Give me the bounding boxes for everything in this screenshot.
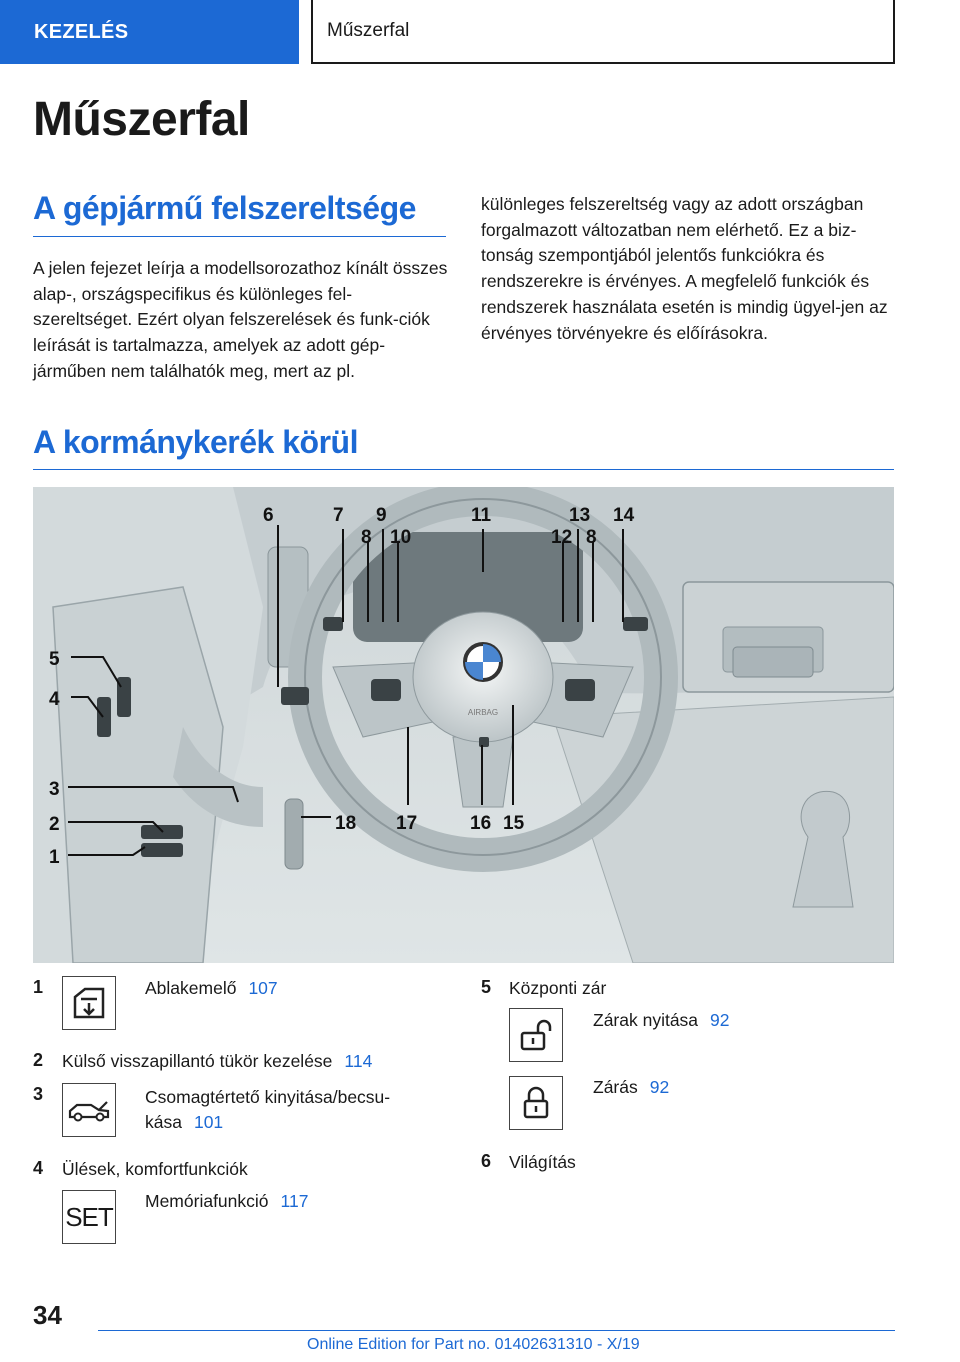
callout-12: 12 <box>551 527 573 548</box>
legend-item-unlock <box>593 1010 730 1031</box>
lock-icon <box>509 1076 563 1130</box>
cockpit-illustration <box>33 487 894 963</box>
page-number: 34 <box>33 1300 62 1330</box>
callout-15: 15 <box>503 813 525 834</box>
set-icon <box>62 1190 116 1244</box>
footer-rule <box>98 1330 895 1331</box>
legend-label-line2: kása <box>145 1112 182 1132</box>
callout-3: 3 <box>49 779 60 800</box>
callout-6: 6 <box>263 505 274 526</box>
callout-11: 11 <box>471 505 492 526</box>
callout-13: 13 <box>569 505 591 526</box>
callout-5: 5 <box>49 649 60 670</box>
callout-16: 16 <box>470 813 492 834</box>
page-ref-link[interactable]: 114 <box>344 1051 373 1071</box>
unlock-icon <box>509 1008 563 1062</box>
section-rule <box>33 236 446 237</box>
page-title: Műszerfal <box>33 93 250 146</box>
legend-item-seats: Ülések, komfortfunkciók <box>62 1159 248 1179</box>
legend-item-memory <box>145 1191 308 1212</box>
legend-num-1: 1 <box>33 977 44 997</box>
page-ref-link[interactable]: 92 <box>649 1077 670 1097</box>
airbag-label: AIRBAG <box>467 708 499 717</box>
legend-item-trunk <box>145 1085 390 1135</box>
legend-label: Memóriafunkció <box>145 1191 269 1211</box>
legend-item-central-lock: Központi zár <box>509 978 607 998</box>
legend-item-lock <box>593 1077 669 1098</box>
callout-9: 9 <box>376 505 387 526</box>
page-ref-link[interactable]: 101 <box>193 1112 224 1132</box>
legend-item-window-lift <box>145 978 278 999</box>
page-ref-link[interactable]: 117 <box>280 1191 309 1211</box>
legend-num-6: 6 <box>481 1151 492 1171</box>
legend-num-5: 5 <box>481 977 492 997</box>
callout-8-right: 8 <box>586 527 597 548</box>
car-trunk-icon <box>62 1083 116 1137</box>
callout-7: 7 <box>333 505 344 526</box>
callout-8-left: 8 <box>361 527 372 548</box>
page-ref-link[interactable]: 92 <box>710 1010 730 1030</box>
legend-label: Ablakemelő <box>145 978 237 998</box>
body-paragraph-left: A jelen fejezet leírja a modellsorozathoz kínált összes alap-, országspecifikus és különleges fel-szereltséget. Ezért olyan felszerelések és funk-ciók leírását is tartalmazza, amelyek az adott gép-járműben nem találhatók meg, mert az pl. <box>33 258 448 381</box>
callout-2: 2 <box>49 814 60 835</box>
footer-edition: Online Edition for Part no. 01402631310 - X/19 <box>307 1336 640 1353</box>
page-ref-link[interactable]: 107 <box>248 978 278 998</box>
body-paragraph-right: különleges felszereltség vagy az adott országban forgalmazott változatban nem elérhető. Ez a biz-tonság szempontjából jelentős funkciókra és rendszerekre is érvényes. A megfelelő funkciók és rendszerek használata esetén is mindig ügyel-jen az érvényes törvényekre és előírásokra. <box>481 194 888 343</box>
window-lift-icon <box>62 976 116 1030</box>
legend-num-3: 3 <box>33 1084 44 1104</box>
callout-18: 18 <box>335 813 357 834</box>
callout-14: 14 <box>613 505 635 526</box>
section-heading-equipment: A gépjármű felszereltsége <box>33 190 416 226</box>
header-section-tab: KEZELÉS <box>0 0 299 64</box>
legend-label-line1: Csomagtértető kinyitása/becsu- <box>145 1087 391 1107</box>
header-chapter: Műszerfal <box>311 0 895 64</box>
set-icon-text: SET <box>65 1201 113 1232</box>
section-rule-wide <box>33 469 894 470</box>
callout-10: 10 <box>390 527 412 548</box>
legend-label: Zárás <box>593 1077 638 1097</box>
legend-label: Külső visszapillantó tükör kezelése <box>62 1051 333 1071</box>
callout-4: 4 <box>49 689 60 710</box>
legend-num-2: 2 <box>33 1050 44 1070</box>
legend-num-4: 4 <box>33 1158 44 1178</box>
callout-17: 17 <box>396 813 418 834</box>
legend-item-mirror <box>62 1051 372 1072</box>
legend-label: Zárak nyitása <box>593 1010 699 1030</box>
section-heading-steering: A kormánykerék körül <box>33 424 358 460</box>
callout-1: 1 <box>49 847 60 868</box>
legend-item-lighting: Világítás <box>509 1152 576 1172</box>
